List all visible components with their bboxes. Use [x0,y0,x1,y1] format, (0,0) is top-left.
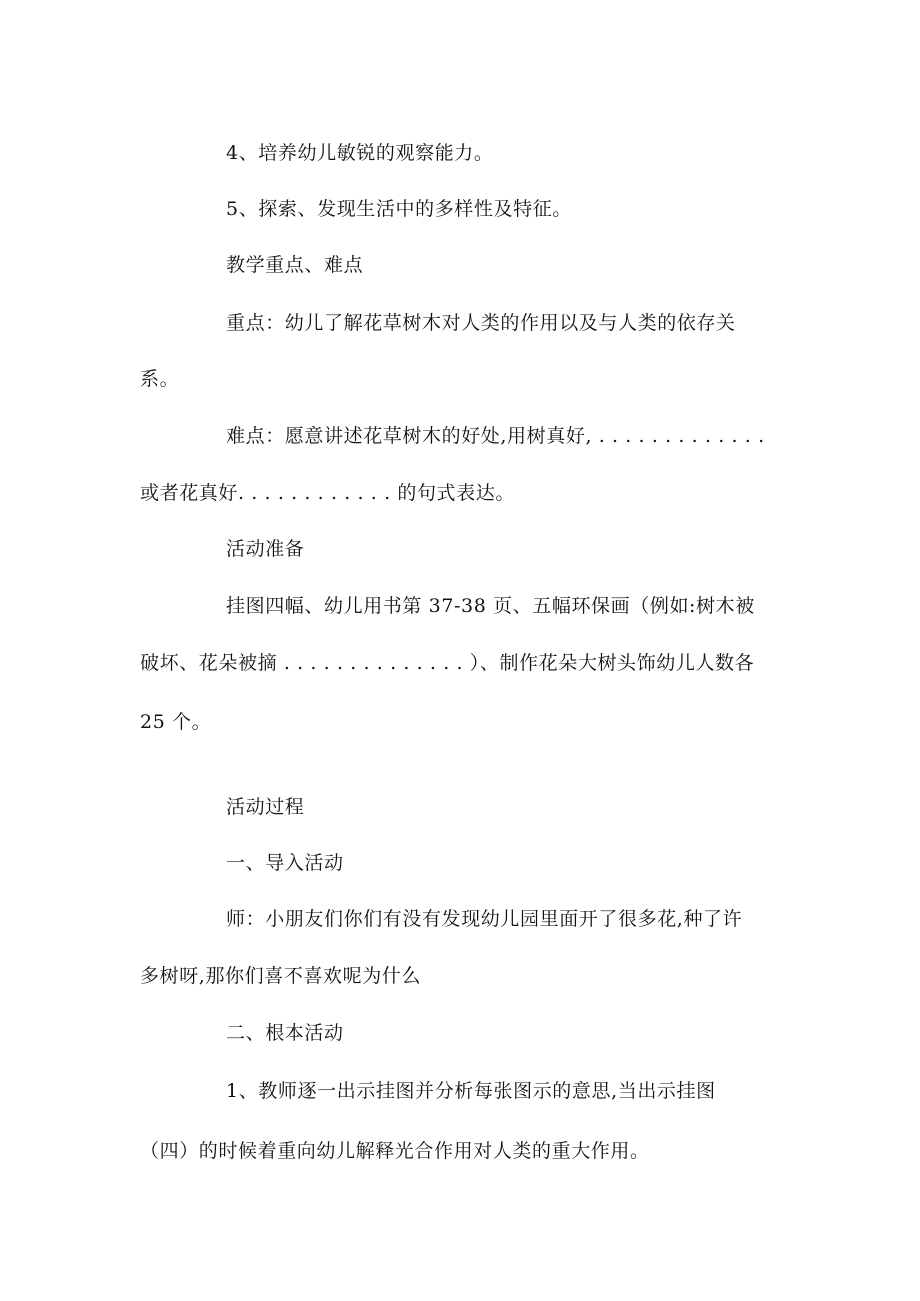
preparation-line: 挂图四幅、幼儿用书第 37-38 页、五幅环保画（例如:树木被 [226,595,755,617]
section-heading-preparation: 活动准备 [226,538,305,560]
key-point-line-continued: 系。 [140,368,180,390]
subsection-heading-main: 二、根本活动 [226,1022,344,1044]
difficulty-line-continued: 或者花真好. . . . . . . . . . . . 的句式表达。 [140,482,515,504]
preparation-line-continued: 破坏、花朵被摘 . . . . . . . . . . . . . . ）、制作花朵大树头饰幼儿人数各 [140,652,755,674]
section-heading-process: 活动过程 [226,796,305,818]
key-point-line: 重点：幼儿了解花草树木对人类的作用以及与人类的依存关 [226,312,736,334]
preparation-line-end: 25 个。 [140,711,212,733]
subsection-heading-intro: 一、导入活动 [226,852,344,874]
step-1-line: 1、教师逐一出示挂图并分析每张图示的意思,当出示挂图 [226,1080,716,1102]
teacher-question-line: 师：小朋友们你们有没有发现幼儿园里面开了很多花,种了许 [226,908,743,930]
teacher-question-line-continued: 多树呀,那你们喜不喜欢呢为什么 [140,965,422,987]
difficulty-line: 难点：愿意讲述花草树木的好处,用树真好, . . . . . . . . . . . . . [226,425,765,447]
step-1-line-continued: （四）的时候着重向幼儿解释光合作用对人类的重大作用。 [140,1140,650,1162]
goal-5-line: 5、探索、发现生活中的多样性及特征。 [226,198,572,220]
goal-4-line: 4、培养幼儿敏锐的观察能力。 [226,142,494,164]
section-heading-key-points: 教学重点、难点 [226,254,364,276]
